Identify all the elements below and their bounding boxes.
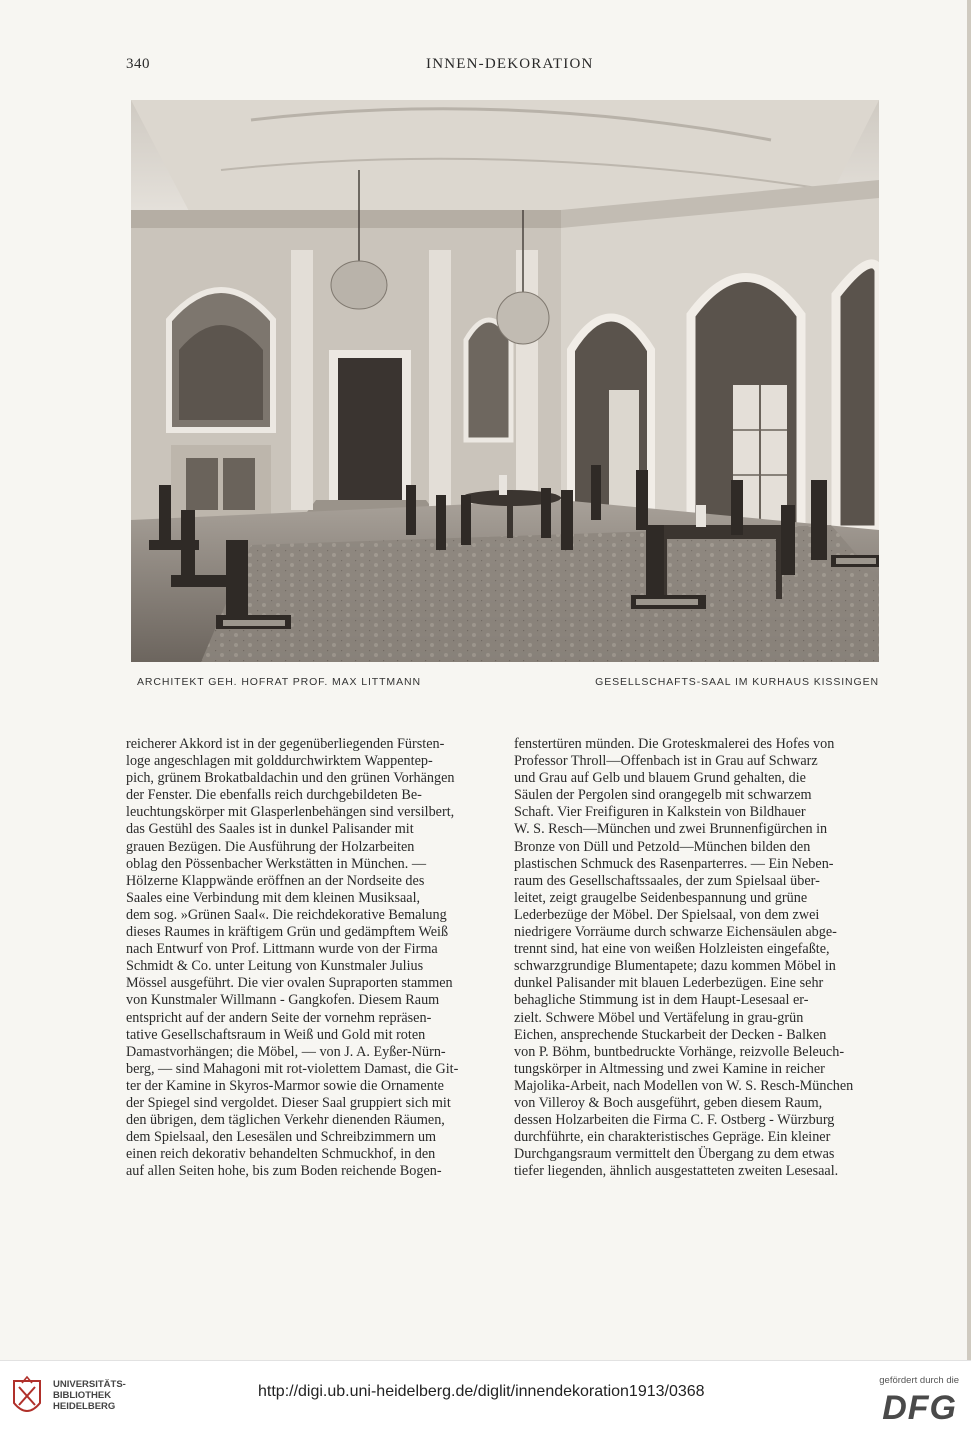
- text-line: Majolika-Arbeit, nach Modellen von W. S. Resch-München: [514, 1077, 854, 1094]
- text-line: W. S. Resch—München und zwei Brunnenfigürchen in: [514, 821, 828, 838]
- funded-by-label: gefördert durch die: [879, 1375, 959, 1386]
- text-line: von Villeroy & Boch ausgeführt, geben diesem Raum,: [514, 1094, 823, 1111]
- funder-logo: DFG: [882, 1389, 957, 1427]
- text-line: das Gestühl des Saales ist in dunkel Palisander mit: [126, 821, 414, 838]
- text-column-right: [514, 736, 887, 1180]
- text-line: tative Gesellschaftsraum in Weiß und Gold mit roten: [126, 1026, 426, 1043]
- text-line: leuchtungskörper mit Glasperlenbehängen sind versilbert,: [126, 804, 455, 821]
- institution-line: UNIVERSITÄTS-: [53, 1379, 126, 1390]
- text-line: Schaft. Vier Freifiguren in Kalkstein von Bildhauer: [514, 804, 806, 821]
- text-line: fenstertüren münden. Die Groteskmalerei des Hofes von: [514, 736, 835, 752]
- text-line: von P. Böhm, buntbedruckte Vorhänge, reizvolle Beleuch-: [514, 1043, 845, 1060]
- institution-line: BIBLIOTHEK: [53, 1390, 112, 1401]
- text-line: tiefer liegenden, ähnlich ausgestatteten zweiten Lesesaal.: [514, 1163, 839, 1180]
- text-line: den übrigen, dem täglichen Verkehr dienenden Räumen,: [126, 1112, 445, 1129]
- text-line: ter der Kamine in Skyros-Marmor sowie die Ornamente: [126, 1077, 444, 1094]
- salon-illustration: [131, 100, 879, 662]
- interior-photograph: [131, 100, 879, 662]
- photo-caption-architect: ARCHITEKT GEH. HOFRAT PROF. MAX LITTMANN: [137, 676, 421, 688]
- text-line: schwarzgrundige Blumentapete; dazu kommen Möbel in: [514, 958, 836, 975]
- text-line: Saales eine Verbindung mit dem kleinen Musiksaal,: [126, 889, 421, 906]
- text-line: dessen Holzarbeiten die Firma C. F. Ostberg - Würzburg: [514, 1112, 835, 1129]
- text-line: plastischen Schmuck des Rasenparterres. — Ein Neben-: [514, 855, 834, 872]
- text-line: und Grau auf Gelb und blauem Grund gehalten, die: [514, 770, 806, 787]
- text-line: nach Entwurf von Prof. Littmann wurde von der Firma: [126, 941, 438, 958]
- text-line: Durchgangsraum vermittelt den Übergang zu dem etwas: [514, 1146, 835, 1163]
- text-line: Mössel ausgeführt. Die vier ovalen Supraporten stammen: [126, 975, 453, 992]
- text-line: grauen Bezügen. Die Ausführung der Holzarbeiten: [126, 838, 415, 855]
- text-line: von Kunstmaler Willmann - Gangkofen. Diesem Raum: [126, 992, 440, 1009]
- text-line: trennt sind, hat eine von weißen Holzleisten eingefaßte,: [514, 941, 830, 958]
- institution-line: HEIDELBERG: [53, 1401, 116, 1412]
- text-line: entspricht auf der andern Seite der vornehm repräsen-: [126, 1009, 432, 1026]
- text-line: Bronze von Düll und Petzold—München bilden den: [514, 838, 811, 855]
- text-line: Hölzerne Klappwände eröffnen an der Nordseite des: [126, 872, 425, 889]
- text-line: Damastvorhängen; die Möbel, — von J. A. Eyßer-Nürn-: [126, 1043, 446, 1060]
- text-line: Eichen, ansprechende Stuckarbeit der Decken - Balken: [514, 1026, 827, 1043]
- text-line: leitet, zeigt graugelbe Seidenbespannung und grüne: [514, 889, 808, 906]
- text-line: Säulen der Pergolen sind orangegelb mit schwarzem: [514, 787, 812, 804]
- text-line: dem sog. »Grünen Saal«. Die reichdekorative Bemalung: [126, 906, 447, 923]
- text-line: loge angeschlagen mit golddurchwirktem Wappentep-: [126, 753, 433, 770]
- text-line: auf allen Seiten hohe, bis zum Boden reichende Bogen-: [126, 1163, 442, 1180]
- text-line: Lederbezüge der Möbel. Der Spielsaal, von dem zwei: [514, 906, 820, 923]
- running-title: INNEN-DEKORATION: [426, 56, 594, 72]
- text-line: Schmidt & Co. unter Leitung von Kunstmaler Julius: [126, 958, 424, 975]
- text-column-left: [126, 736, 499, 1180]
- viewer-footer: [0, 1360, 971, 1434]
- text-line: raum des Gesellschaftssaales, der zum Spielsaal über-: [514, 872, 820, 889]
- text-line: behagliche Stimmung ist in dem Haupt-Lesesaal er-: [514, 992, 809, 1009]
- text-line: pich, grünem Brokatbaldachin und den grünen Vorhängen: [126, 770, 455, 787]
- text-line: reicherer Akkord ist in der gegenüberliegenden Fürsten-: [126, 736, 445, 752]
- text-line: zielt. Schwere Möbel und Vertäfelung in grau-grün: [514, 1009, 804, 1026]
- page-edge: [967, 0, 971, 1360]
- page-header: [126, 56, 881, 78]
- text-line: niedrigere Vorräume durch schwarze Eichensäulen abge-: [514, 924, 837, 941]
- photo-caption-title: GESELLSCHAFTS-SAAL IM KURHAUS KISSINGEN: [595, 676, 879, 688]
- text-line: oblag den Pössenbacher Werkstätten in München. —: [126, 855, 427, 872]
- text-line: durchführte, ein charakteristisches Gepräge. Ein kleiner: [514, 1129, 831, 1146]
- text-line: dieses Raumes in kräftigem Grün und gedämpftem Weiß: [126, 924, 449, 941]
- permalink-url[interactable]: http://digi.ub.uni-heidelberg.de/diglit/innendekoration1913/0368: [258, 1383, 705, 1400]
- text-line: dunkel Palisander mit blauen Lederbezügen. Eine sehr: [514, 975, 824, 992]
- page-number: 340: [126, 56, 150, 72]
- text-line: berg, — sind Mahagoni mit rot-violettem Damast, die Git-: [126, 1060, 459, 1077]
- text-line: der Spiegel sind vergoldet. Dieser Saal gruppiert sich mit: [126, 1094, 451, 1111]
- university-seal-icon: [10, 1375, 44, 1421]
- text-line: Professor Throll—Offenbach ist in Grau auf Schwarz: [514, 753, 818, 770]
- institution-name: [53, 1379, 126, 1412]
- text-line: tungskörper in Altmessing und zwei Kamine in reicher: [514, 1060, 825, 1077]
- text-line: einen reich dekorativ behandelten Schmuckhof, in den: [126, 1146, 436, 1163]
- text-line: der Fenster. Die ebenfalls reich durchgebildeten Be-: [126, 787, 422, 804]
- text-line: dem Spielsaal, den Lesesälen und Schreibzimmern um: [126, 1129, 437, 1146]
